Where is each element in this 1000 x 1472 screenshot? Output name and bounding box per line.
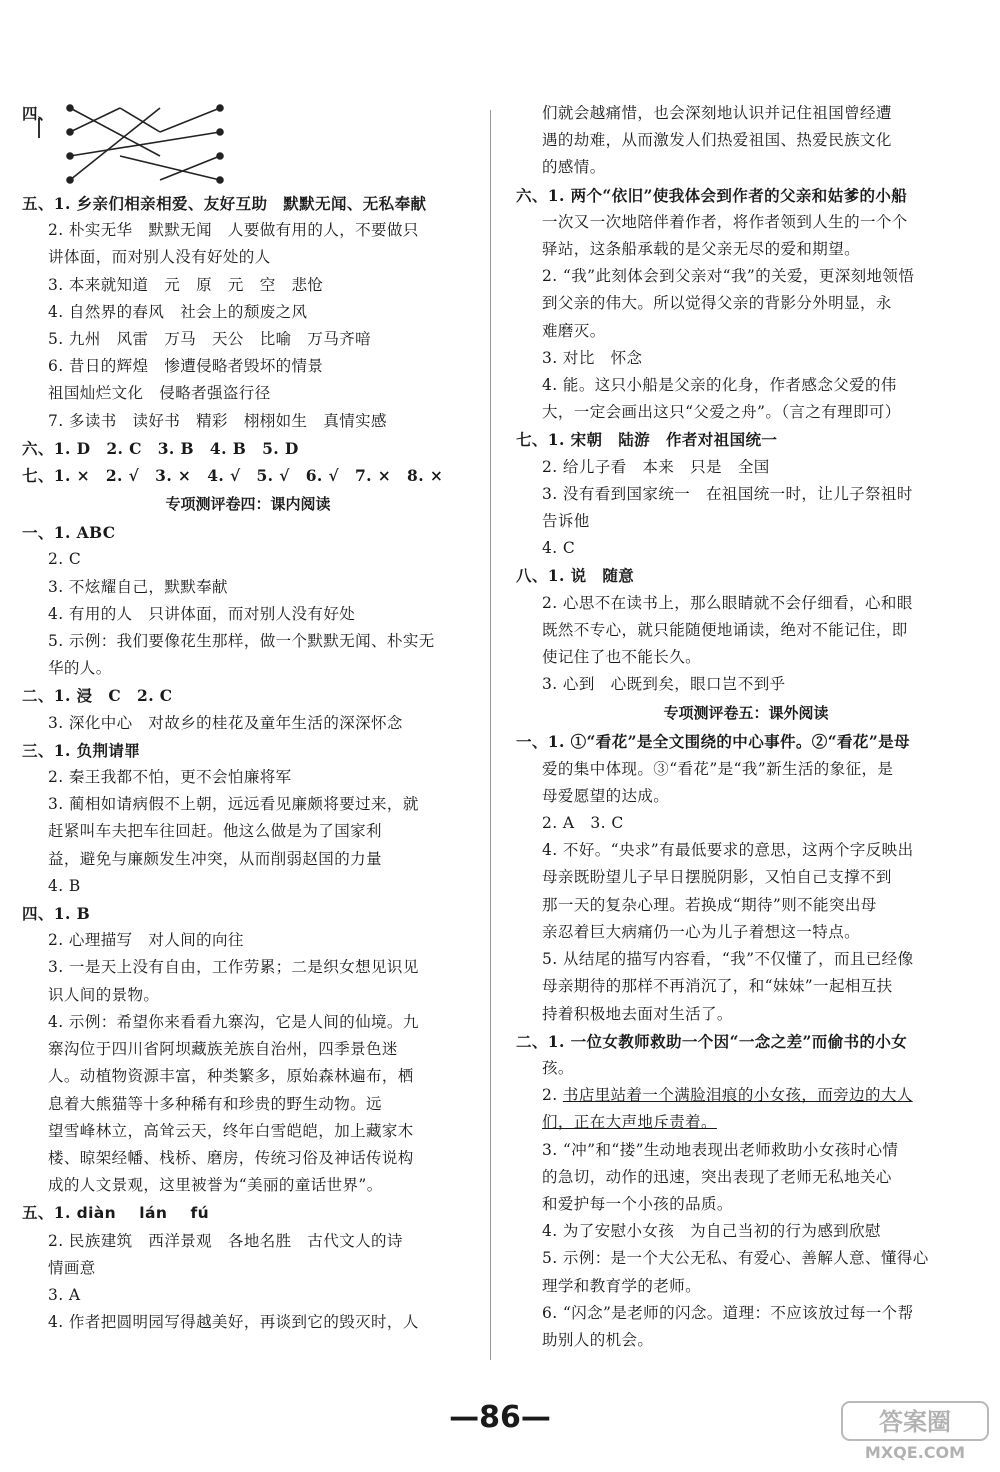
section-title: 专项测评卷五：课外阅读 [663, 704, 829, 723]
answer-line: 5. 示例：是一个大公无私、有爱心、善解人意、懂得心 [542, 1249, 929, 1268]
underlined-answer-line [516, 1109, 976, 1136]
section-label: 四、 [22, 104, 54, 123]
answer-line: 5. 从结尾的描写内容看，“我”不仅懂了，而且已经像 [542, 950, 914, 969]
answer-line: 使记住了也不能长久。 [542, 648, 702, 667]
answer-line: 持着积极地去面对生活了。 [542, 1004, 733, 1023]
answer-line: 2. 给儿子看 本来 只是 全国 [542, 457, 770, 476]
answer-line: 4. 作者把圆明园写得越美好，再谈到它的毁灭时，人 [48, 1313, 419, 1332]
answer-line: 华的人。 [48, 659, 112, 678]
answer-line: 祖国灿烂文化 侵略者强盗行径 [48, 384, 271, 403]
answer-line: 母爱愿望的达成。 [542, 786, 670, 805]
answer-line: 7. 多读书 读好书 精彩 栩栩如生 真情实感 [48, 411, 387, 430]
answer-line: 息着大熊猫等十多种稀有和珍贵的野生动物。远 [48, 1094, 382, 1113]
answer-line: 那一天的复杂心理。若换成“期待”则不能突出母 [542, 895, 877, 914]
answer-line: 4. 能。这只小船是父亲的化身，作者感念父爱的伟 [542, 376, 897, 395]
answer-line: 理学和教育学的老师。 [542, 1276, 702, 1295]
pinyin-answer-line [22, 1199, 474, 1227]
underlined-sentence: 书店里站着一个满脸泪痕的小女孩，而旁边的大人 [562, 1086, 913, 1105]
answer-line: 大，一定会画出这只“父爱之舟”。（言之有理即可） [542, 403, 901, 422]
watermark-bottom-text: MXQE.COM [864, 1443, 966, 1462]
answer-line: 4. 不好。“央求”有最低要求的意思，这两个字反映出 [542, 841, 914, 860]
answer-line: 一、1. ABC [22, 523, 116, 543]
answer-line: 赶紧叫车夫把车往回赶。他这么做是为了国家利 [48, 822, 382, 841]
answer-line: 望雪峰林立，高耸云天，终年白雪皑皑，加上藏家木 [48, 1121, 414, 1140]
answer-line: 2. 心思不在读书上，那么眼睛就不会仔细看，心和眼 [542, 593, 913, 612]
answer-line: 3. 心到 心既到矣，眼口岂不到乎 [542, 675, 786, 694]
answer-line: 6. 昔日的辉煌 惨遭侵略者毁坏的情景 [48, 357, 324, 376]
answer-line: 益，避免与廉颇发生冲突，从而削弱赵国的力量 [48, 849, 382, 868]
answer-line: 三、1. 负荆请罪 [22, 740, 141, 760]
question-number: 五、1. [22, 1203, 71, 1223]
answer-line: 和爱护每一个小孩的品质。 [542, 1194, 733, 1213]
page-number: —86— [449, 1400, 551, 1435]
answer-line: 3. 蔺相如请病假不上朝，远远看见廉颇将要过来，就 [48, 795, 419, 814]
answer-line: 5. 示例：我们要像花生那样，做一个默默无闻、朴实无 [48, 632, 435, 651]
answer-line: 5. 九州 风雷 万马 天公 比喻 万马齐喑 [48, 330, 372, 349]
answer-line: 的急切，动作的迅速，突出表现了老师无私地关心 [542, 1167, 892, 1186]
answer-line: 3. 一是天上没有自由，工作劳累；二是织女想见识见 [48, 958, 419, 977]
answer-line: 2. C [48, 550, 82, 569]
answer-line: 讲体面，而对别人没有好处的人 [48, 248, 271, 267]
answer-line: 3. “冲”和“搂”生动地表现出老师救助小女孩时心情 [542, 1140, 899, 1159]
answer-line: 二、1. 浸 C 2. C [22, 686, 173, 706]
answer-line: 七、1. 宋朝 陆游 作者对祖国统一 [516, 430, 778, 450]
section-title: 专项测评卷四：课内阅读 [165, 495, 331, 514]
matching-exercise [22, 100, 474, 190]
answer-line: 助别人的机会。 [542, 1330, 654, 1349]
answer-line: 4. B [48, 876, 81, 895]
answer-line: 人。动植物资源丰富，种类繁多，原始森林遍布，栖 [48, 1067, 414, 1086]
answer-line: 爱的集中体现。③“看花”是“我”新生活的象征，是 [542, 759, 894, 778]
answer-line: 4. 为了安慰小女孩 为自己当初的行为感到欣慰 [542, 1222, 881, 1241]
watermark-logo [840, 1400, 990, 1464]
answer-line: 2. 秦王我都不怕，更不会怕廉将军 [48, 768, 292, 787]
answer-line: 楼、晾架经幡、栈桥、磨房，传统习俗及神话传说构 [48, 1148, 414, 1167]
answer-line: 一次又一次地陪伴着作者，将作者领到人生的一个个 [542, 212, 908, 231]
right-column [516, 100, 976, 1354]
answer-line: 6. “闪念”是老师的闪念。道理：不应该放过每一个帮 [542, 1303, 914, 1322]
answer-line: 3. 深化中心 对故乡的桂花及童年生活的深深怀念 [48, 713, 403, 732]
answer-line: 一、1. ①“看花”是全文围绕的中心事件。②“看花”是母 [516, 732, 910, 752]
answer-line: 孩。 [542, 1058, 574, 1077]
pinyin-answer: lán [139, 1204, 168, 1223]
pinyin-answer: fú [190, 1204, 210, 1223]
answer-line: 二、1. 一位女教师救助一个因“一念之差”而偷书的小女 [516, 1031, 908, 1051]
answer-line: 3. 没有看到国家统一 在祖国统一时，让儿子祭祖时 [542, 484, 913, 503]
answer-line: 情画意 [48, 1258, 96, 1277]
answer-line: 的感情。 [542, 158, 606, 177]
answer-line: 母亲既盼望儿子早日摆脱阴影，又怕自己支撑不到 [542, 868, 892, 887]
answer-line: 驿站，这条船承载的是父亲无尽的爱和期望。 [542, 240, 861, 259]
answer-line: 遇的劫难，从而激发人们热爱祖国、热爱民族文化 [542, 131, 892, 150]
left-column [22, 100, 474, 1336]
column-divider [490, 110, 491, 1360]
answer-line: 成的人文景观，这里被誉为“美丽的童话世界”。 [48, 1176, 383, 1195]
answer-line: 4. C [542, 539, 576, 558]
underlined-sentence: 们，正在大声地斥责着。 [542, 1113, 717, 1132]
answer-line: 2. A 3. C [542, 814, 624, 833]
pinyin-answer: diàn [76, 1204, 117, 1223]
answer-line: 4. 自然界的春风 社会上的颓废之风 [48, 302, 308, 321]
answer-line: 八、1. 说 随意 [516, 566, 635, 586]
answer-line: 五、1. 乡亲们相亲相爱、友好互助 默默无闻、无私奉献 [22, 194, 427, 213]
answer-line: 2. “我”此刻体会到父亲对“我”的关爱，更深刻地领悟 [542, 267, 915, 286]
answer-line: 3. 不炫耀自己，默默奉献 [48, 577, 228, 596]
answer-line: 六、1. 两个“依旧”使我体会到作者的父亲和姑爹的小船 [516, 185, 908, 205]
answer-line: 亲忍着巨大病痛仍一心为儿子着想这一特点。 [542, 922, 861, 941]
answer-line: 2. 朴实无华 默默无闻 人要做有用的人，不要做只 [48, 221, 419, 240]
answer-line: 2. 民族建筑 西洋景观 各地名胜 古代文人的诗 [48, 1231, 403, 1250]
answer-line: 4. 有用的人 只讲体面，而对别人没有好处 [48, 604, 356, 623]
answer-line: 寨沟位于四川省阿坝藏族羌族自治州，四季景色迷 [48, 1040, 398, 1059]
answer-line: 2. 心理描写 对人间的向往 [48, 931, 244, 950]
answer-line: 既然不专心，就只能随便地诵读，绝对不能记住，即 [542, 620, 908, 639]
answer-line: 难磨灭。 [542, 321, 606, 340]
answer-line: 母亲期待的那样不再消沉了，和“妹妹”一起相互扶 [542, 977, 893, 996]
answer-line: 告诉他 [542, 512, 590, 531]
answer-line: 3. A [48, 1285, 81, 1304]
answer-line: 六、1. D 2. C 3. B 4. B 5. D [22, 438, 299, 458]
watermark-top-text: 答案圈 [879, 1408, 951, 1436]
answer-line: 七、1. × 2. √ 3. × 4. √ 5. √ 6. √ 7. × 8. × [22, 466, 444, 486]
answer-line: 3. 对比 怀念 [542, 348, 643, 367]
answer-line: 识人间的景物。 [48, 985, 160, 1004]
answer-line: 4. 示例：希望你来看看九寨沟，它是人间的仙境。九 [48, 1012, 419, 1031]
answer-line: 到父亲的伟大。所以觉得父亲的背影分外明显，永 [542, 294, 892, 313]
answer-line: 们就会越痛惜，也会深刻地认识并记住祖国曾经遭 [542, 104, 892, 122]
matching-lines-diagram [60, 102, 240, 186]
underlined-answer-line: 2. 书店里站着一个满脸泪痕的小女孩，而旁边的大人 [542, 1086, 913, 1105]
answer-line: 四、1. B [22, 904, 91, 924]
answer-line: 3. 本来就知道 元 原 元 空 悲怆 [48, 275, 324, 294]
